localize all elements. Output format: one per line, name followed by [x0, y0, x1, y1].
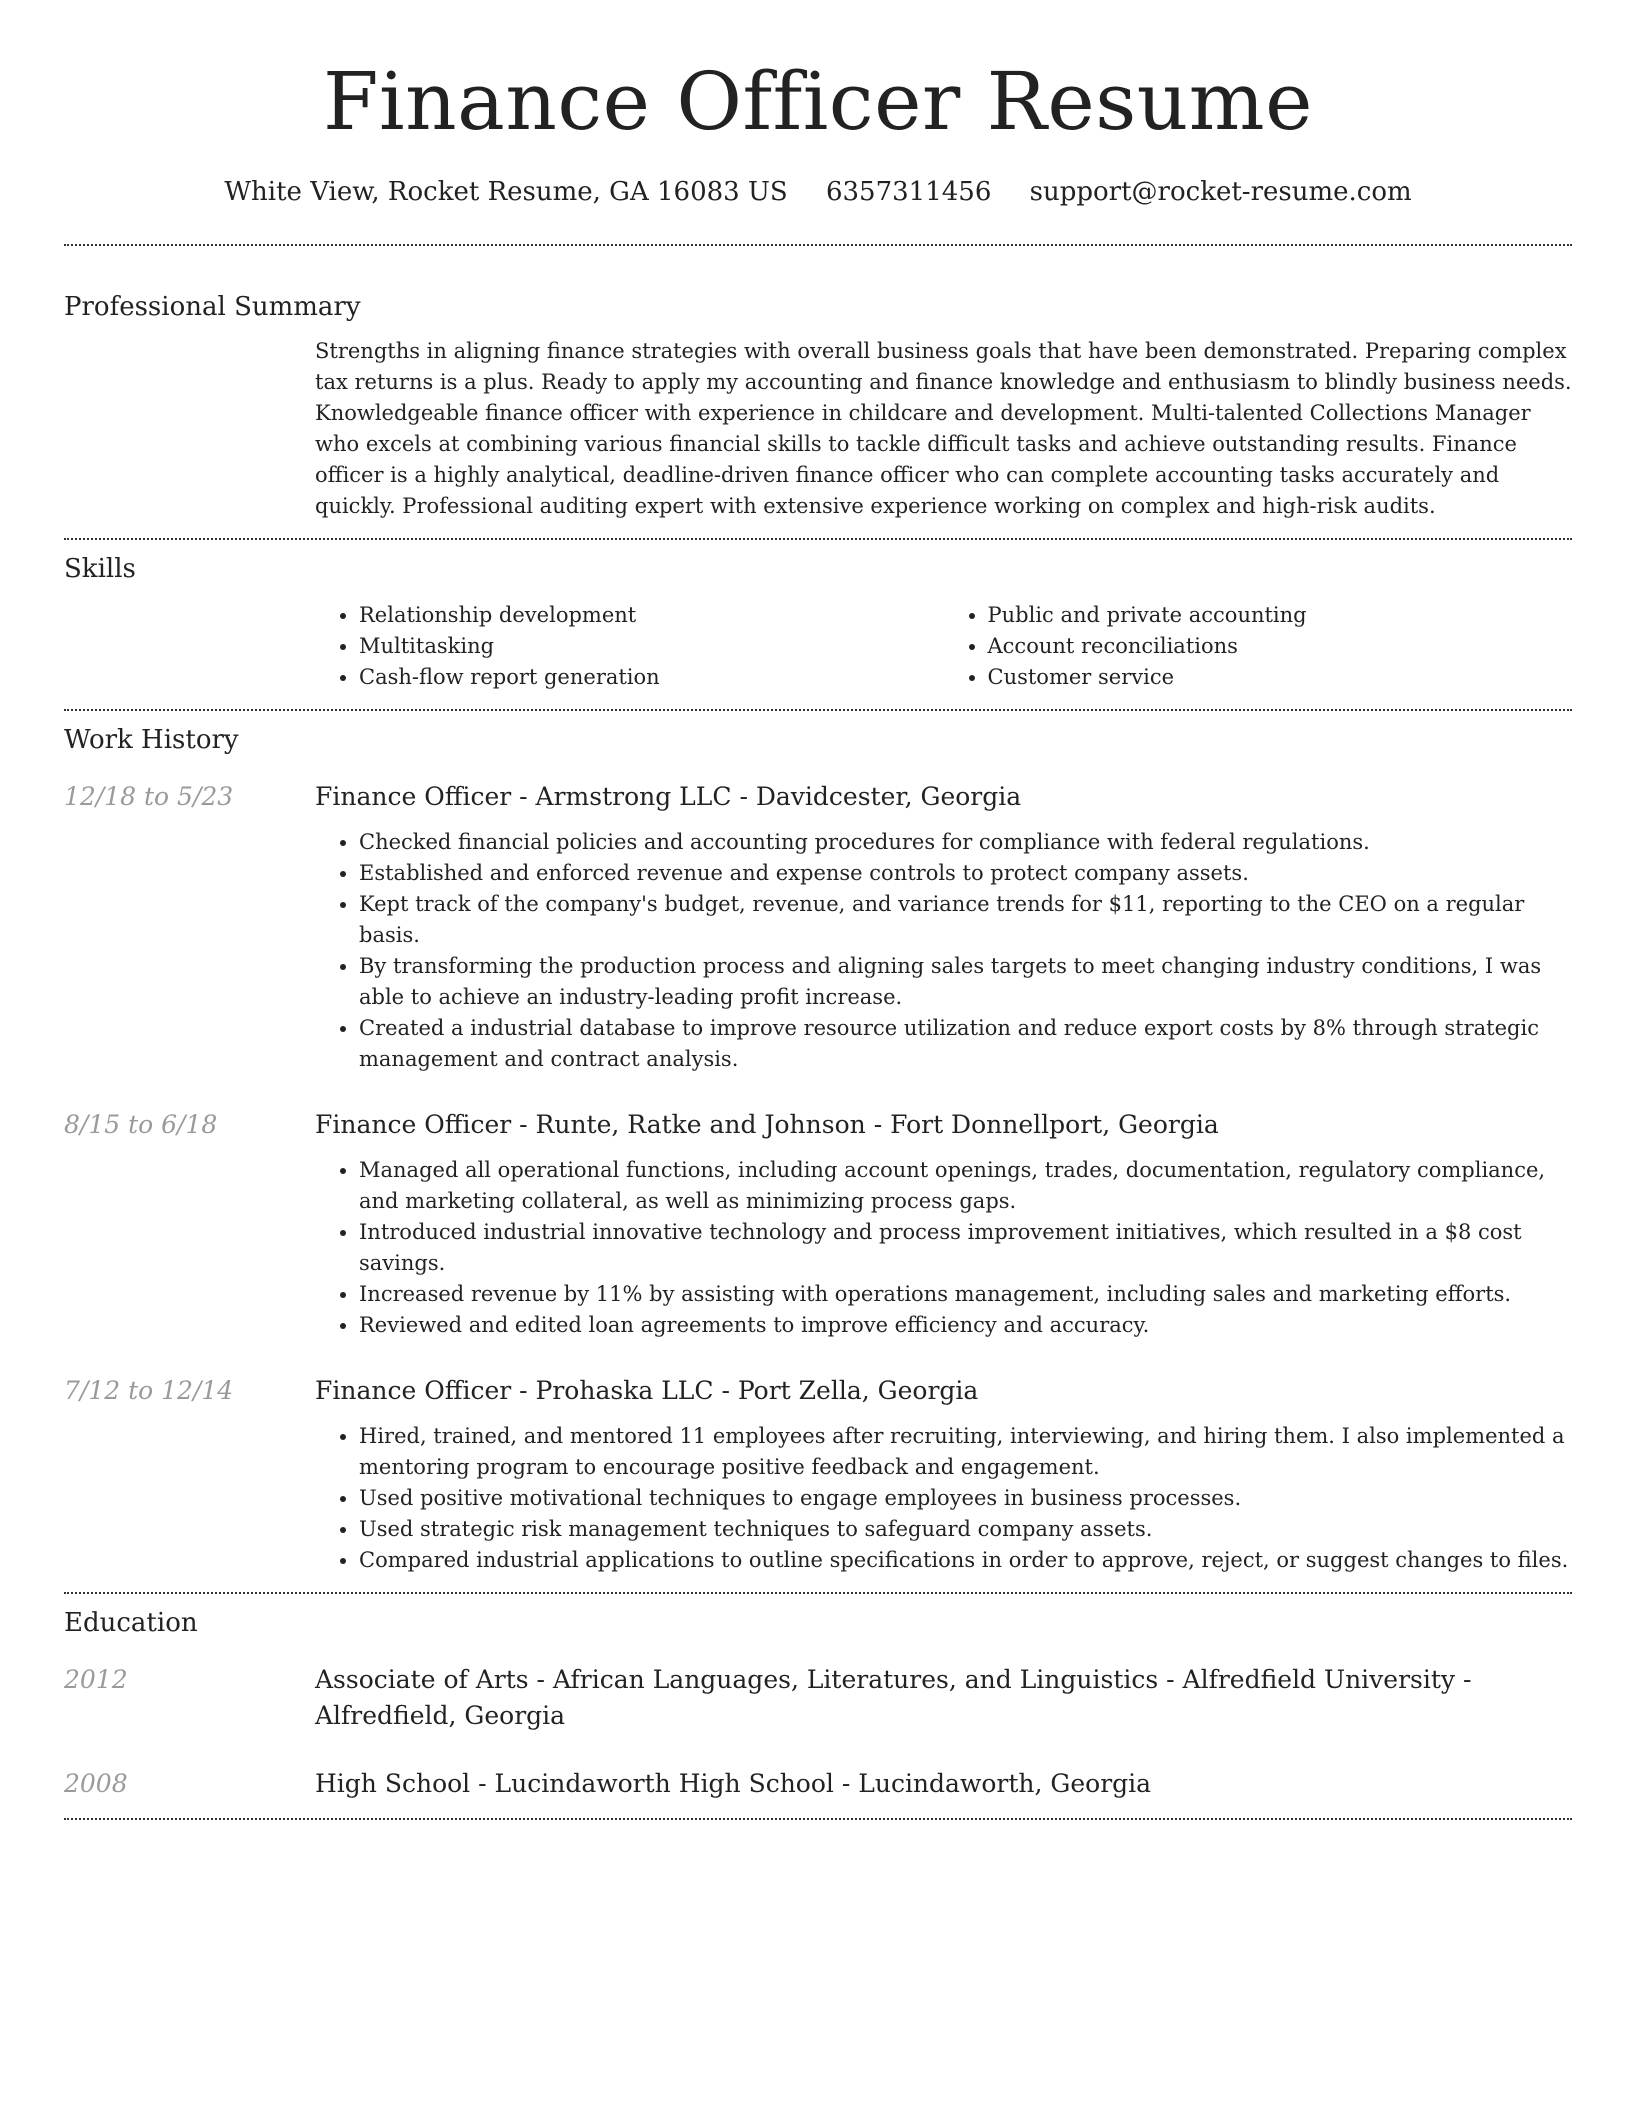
education-year: 2012 [64, 1665, 128, 1694]
education-title: High School - Lucindaworth High School - Lucindaworth, Georgia [315, 1769, 1152, 1798]
skill-item: • Relationship development [359, 600, 944, 631]
job-bullet: • Created a industrial database to improve resource utilization and reduce export costs by 8% through strategic management and contract analysis. [359, 1013, 1572, 1075]
divider [64, 1818, 1572, 1820]
skill-item: • Multitasking [359, 631, 944, 662]
job-title: Finance Officer - Armstrong LLC - Davidcester, Georgia [315, 782, 1022, 811]
job-dates: 12/18 to 5/23 [64, 782, 234, 811]
job-dates: 8/15 to 6/18 [64, 1110, 218, 1139]
job-bullets [315, 1155, 1572, 1341]
job-entry [64, 1373, 1572, 1576]
skill-item: • Account reconciliations [988, 631, 1573, 662]
job-entry [64, 779, 1572, 1075]
resume-title: Finance Officer Resume [323, 55, 1313, 148]
job-entry [64, 1107, 1572, 1341]
contact-line [64, 174, 1572, 210]
job-bullet: • Kept track of the company's budget, revenue, and variance trends for $11, reporting to the CEO on a regular basis. [359, 889, 1572, 951]
job-title: Finance Officer - Prohaska LLC - Port Zella, Georgia [315, 1376, 979, 1405]
work-heading: Work History [64, 725, 239, 755]
skills-column-right [944, 600, 1573, 693]
contact-address: White View, Rocket Resume, GA 16083 US [224, 177, 788, 207]
job-bullet: • Established and enforced revenue and expense controls to protect company assets. [359, 858, 1572, 889]
skills-heading: Skills [64, 554, 136, 584]
contact-email: support@rocket-resume.com [1029, 177, 1412, 207]
education-heading: Education [64, 1608, 198, 1638]
job-bullets [315, 1421, 1572, 1576]
divider [64, 244, 1572, 246]
summary-heading: Professional Summary [64, 292, 361, 322]
skills-column-left [315, 600, 944, 693]
job-bullet: • Used strategic risk management techniques to safeguard company assets. [359, 1514, 1572, 1545]
resume-page [64, 0, 1572, 1820]
job-bullets [315, 827, 1572, 1075]
job-bullet: • Checked financial policies and accounting procedures for compliance with federal regulations. [359, 827, 1572, 858]
skills-list [315, 600, 1572, 693]
job-bullet: • By transforming the production process and aligning sales targets to meet changing industry conditions, I was able to achieve an industry-leading profit increase. [359, 951, 1572, 1013]
job-bullet: • Hired, trained, and mentored 11 employees after recruiting, interviewing, and hiring them. I also implemented a mentoring program to encourage positive feedback and engagement. [359, 1421, 1572, 1483]
job-dates: 7/12 to 12/14 [64, 1376, 234, 1405]
contact-phone: 6357311456 [825, 177, 992, 207]
education-title: Associate of Arts - African Languages, Literatures, and Linguistics - Alfredfield University - Alfredfield, Georgia [315, 1665, 1472, 1730]
summary-text: Strengths in aligning finance strategies with overall business goals that have been demonstrated. Preparing complex tax returns is a plus. Ready to apply my accounting and finance knowledge and enthusiasm to blindly business needs. Knowledgeable finance officer with experience in childcare and development. Multi-talented Collections Manager who excels at combining various financial skills to tackle difficult tasks and achieve outstanding results. Finance officer is a highly analytical, deadline-driven finance officer who can complete accounting tasks accurately and quickly. Professional auditing expert with extensive experience working on complex and high-risk audits. [315, 339, 1572, 518]
education-entry [64, 1766, 1572, 1802]
job-bullet: • Used positive motivational techniques to engage employees in business processes. [359, 1483, 1572, 1514]
job-bullet: • Managed all operational functions, including account openings, trades, documentation, regulatory compliance, and marketing collateral, as well as minimizing process gaps. [359, 1155, 1572, 1217]
education-entry [64, 1662, 1572, 1734]
job-bullet: • Reviewed and edited loan agreements to improve efficiency and accuracy. [359, 1310, 1572, 1341]
job-title: Finance Officer - Runte, Ratke and Johnson - Fort Donnellport, Georgia [315, 1110, 1219, 1139]
skill-item: • Cash-flow report generation [359, 662, 944, 693]
divider [64, 1592, 1572, 1594]
education-year: 2008 [64, 1769, 128, 1798]
job-bullet: • Introduced industrial innovative technology and process improvement initiatives, which resulted in a $8 cost savings. [359, 1217, 1572, 1279]
divider [64, 709, 1572, 711]
divider [64, 538, 1572, 540]
skill-item: • Public and private accounting [988, 600, 1573, 631]
job-bullet: • Increased revenue by 11% by assisting with operations management, including sales and marketing efforts. [359, 1279, 1572, 1310]
skill-item: • Customer service [988, 662, 1573, 693]
job-bullet: • Compared industrial applications to outline specifications in order to approve, reject, or suggest changes to files. [359, 1545, 1572, 1576]
